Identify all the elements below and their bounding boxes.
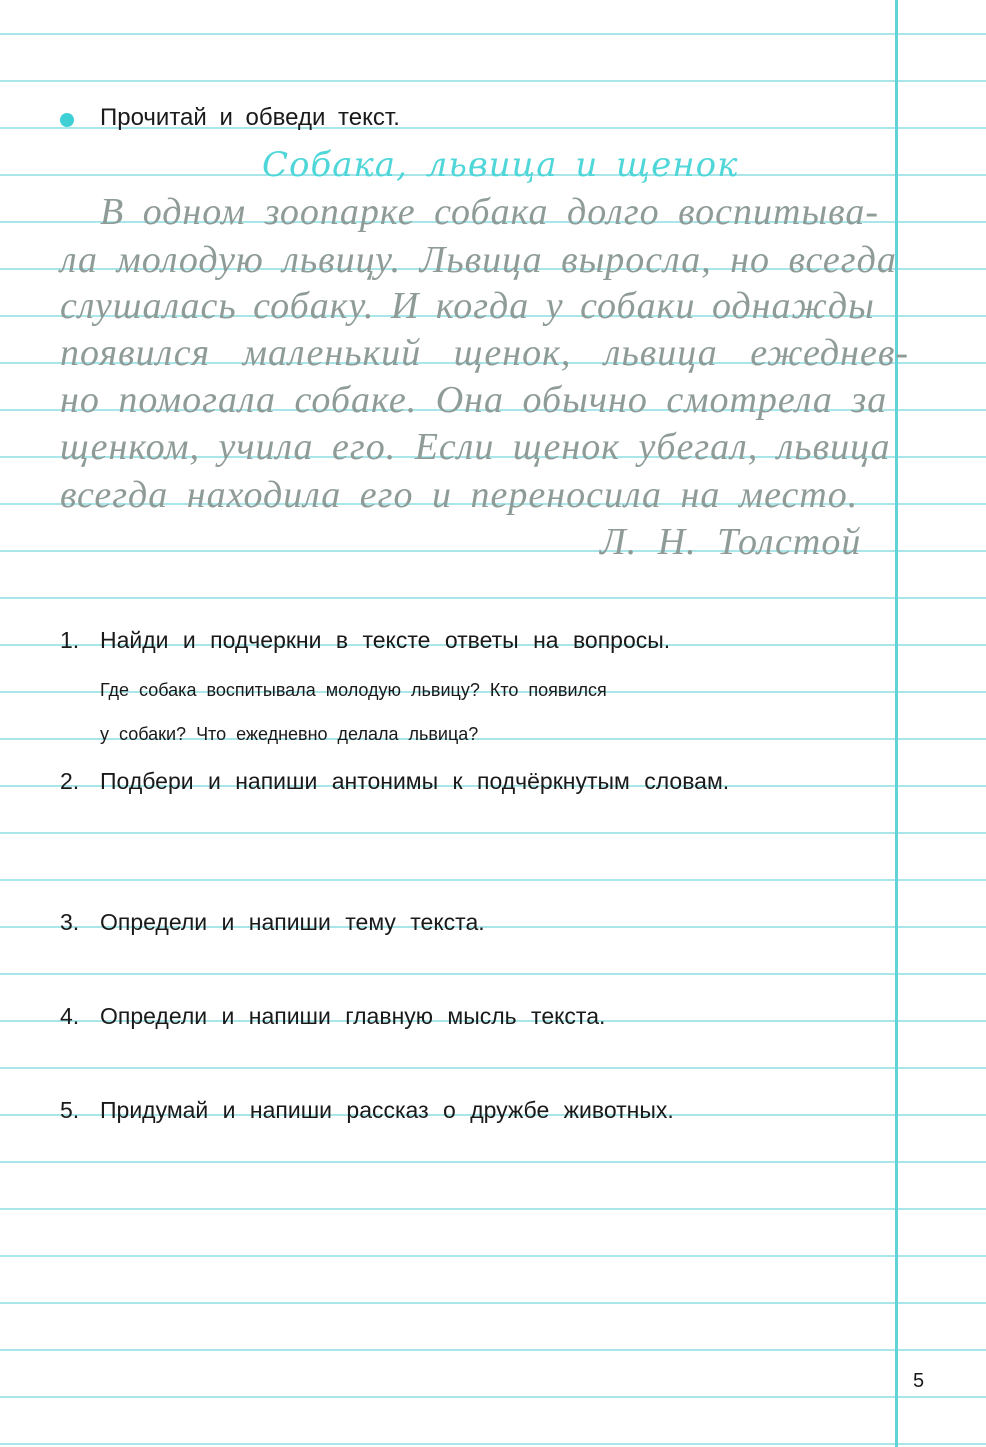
page-number: 5 bbox=[913, 1370, 925, 1392]
task-text: Найди и подчеркни в тексте ответы на вопросы. bbox=[100, 627, 671, 653]
instruction: Прочитай и обведи текст. bbox=[100, 104, 400, 131]
task-number: 5. bbox=[60, 1097, 80, 1123]
story-line: появился маленький щенок, львица ежеднев- bbox=[60, 332, 909, 374]
story-line: слушалась собаку. И когда у собаки однажды bbox=[60, 285, 875, 327]
story-line: щенком, учила его. Если щенок убегал, львица bbox=[60, 426, 891, 468]
bullet-icon bbox=[60, 113, 74, 127]
story-title: Собака, львица и щенок bbox=[262, 145, 739, 185]
margin-line bbox=[895, 0, 898, 1447]
story-line: В одном зоопарке собака долго воспитыва- bbox=[100, 191, 880, 233]
task-number: 2. bbox=[60, 768, 80, 794]
task-subtext: у собаки? Что ежедневно делала львица? bbox=[100, 724, 479, 744]
story-line: всегда находила его и переносила на место. bbox=[60, 474, 859, 516]
task-number: 1. bbox=[60, 627, 80, 653]
task-number: 3. bbox=[60, 909, 80, 935]
task-text: Подбери и напиши антонимы к подчёркнутым словам. bbox=[100, 768, 730, 794]
task-text: Определи и напиши тему текста. bbox=[100, 909, 485, 935]
task-text: Определи и напиши главную мысль текста. bbox=[100, 1003, 606, 1029]
task-text: Придумай и напиши рассказ о дружбе животных. bbox=[100, 1097, 674, 1123]
task-subtext: Где собака воспитывала молодую львицу? Кто появился bbox=[100, 680, 607, 700]
story-author: Л. Н. Толстой bbox=[600, 521, 862, 563]
story-line: ла молодую львицу. Львица выросла, но всегда bbox=[60, 239, 897, 281]
story-line: но помогала собаке. Она обычно смотрела за bbox=[60, 379, 888, 421]
task-number: 4. bbox=[60, 1003, 80, 1029]
